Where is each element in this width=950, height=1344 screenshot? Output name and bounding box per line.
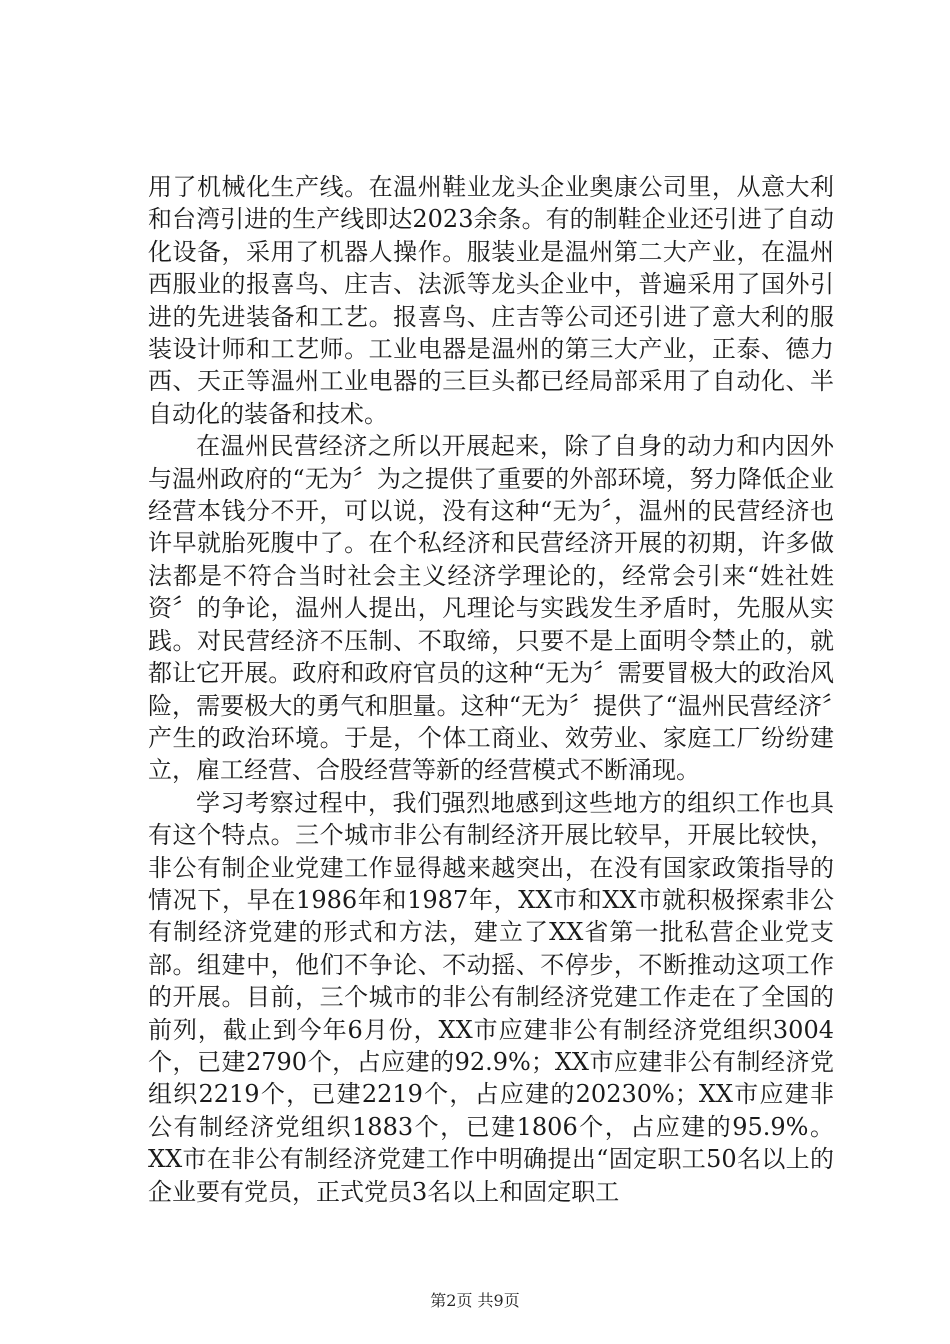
document-body [148, 171, 834, 1208]
paragraph-2: 在温州民营经济之所以开展起来，除了自身的动力和内因外与温州政府的“无为〞为之提供了重要的外部环境，努力降低企业经营本钱分不开，可以说，没有这种“无为〞，温州的民营经济也许早就胎死腹中了。在个私经济和民营经济开展的初期，许多做法都是不符合当时社会主义经济学理论的，经常会引来“姓社姓资〞的争论，温州人提出，凡理论与实践发生矛盾时，先服从实践。对民营经济不压制、不取缔，只要不是上面明令禁止的，就都让它开展。政府和政府官员的这种“无为〞需要冒极大的政治风险，需要极大的勇气和胆量。这种“无为〞提供了“温州民营经济〞产生的政治环境。于是，个体工商业、效劳业、家庭工厂纷纷建立，雇工经营、合股经营等新的经营模式不断涌现。 [148, 432, 834, 785]
paragraph-1: 用了机械化生产线。在温州鞋业龙头企业奥康公司里，从意大利和台湾引进的生产线即达2023余条。有的制鞋企业还引进了自动化设备，采用了机器人操作。服装业是温州第二大产业，在温州西服业的报喜鸟、庄吉、法派等龙头企业中，普遍采用了国外引进的先进装备和工艺。报喜鸟、庄吉等公司还引进了意大利的服装设计师和工艺师。工业电器是温州的第三大产业，正泰、德力西、天正等温州工业电器的三巨头都已经局部采用了自动化、半自动化的装备和技术。 [148, 173, 834, 428]
paragraph-3: 学习考察过程中，我们强烈地感到这些地方的组织工作也具有这个特点。三个城市非公有制经济开展比较早，开展比较快，非公有制企业党建工作显得越来越突出，在没有国家政策指导的情况下，早在1986年和1987年，XX市和XX市就积极探索非公有制经济党建的形式和方法，建立了XX省第一批私营企业党支部。组建中，他们不争论、不动摇、不停步，不断推动这项工作的开展。目前，三个城市的非公有制经济党建工作走在了全国的前列，截止到今年6月份，XX市应建非公有制经济党组织3004个，已建2790个，占应建的92.9%；XX市应建非公有制经济党组织2219个，已建2219个，占应建的20230%；XX市应建非公有制经济党组织1883个，已建1806个，占应建的95.9%。XX市在非公有制经济党建工作中明确提出“固定职工50名以上的企业要有党员，正式党员3名以上和固定职工 [148, 788, 834, 1206]
page-footer: 第2页 共9页 [430, 1291, 520, 1310]
